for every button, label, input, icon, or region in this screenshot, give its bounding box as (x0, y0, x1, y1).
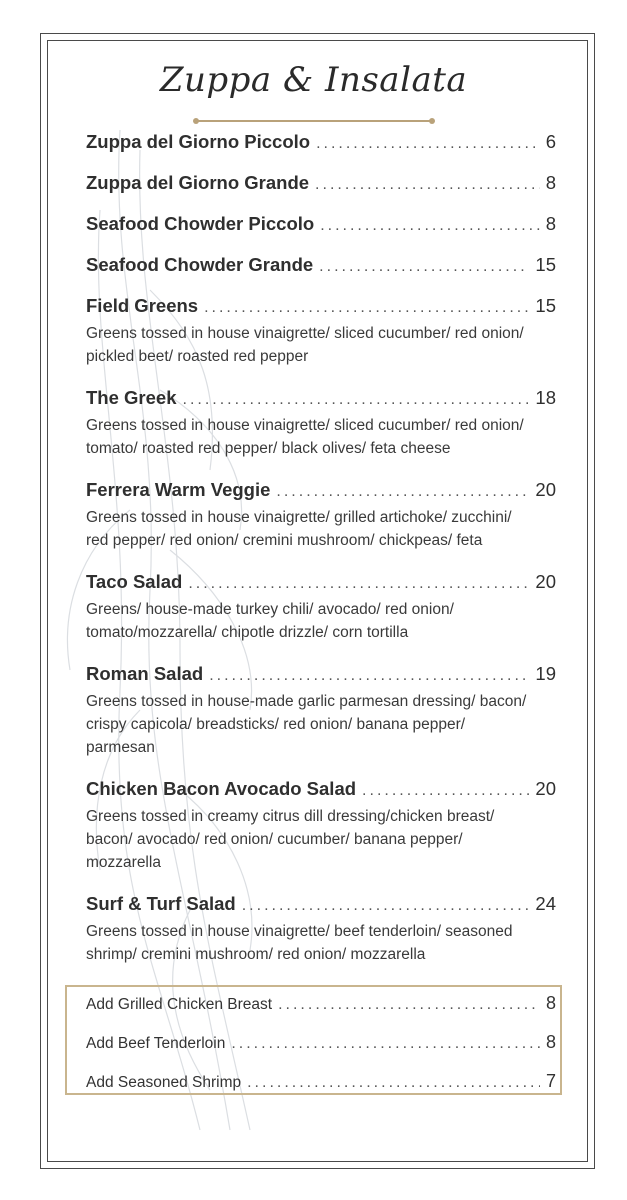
menu-item-price: 20 (535, 778, 556, 799)
menu-item-line (86, 660, 556, 690)
menu-item-price: 8 (545, 213, 556, 234)
menu-item (86, 384, 556, 460)
menu-item (86, 251, 556, 281)
menu-item-line (86, 775, 556, 805)
menu-item-name: Chicken Bacon Avocado Salad (86, 778, 357, 799)
menu-item-description: Greens/ house-made turkey chili/ avocado/ red onion/ tomato/mozzarella/ chipotle drizzle/ corn tortilla (86, 601, 454, 641)
addon-price: 8 (545, 1032, 556, 1052)
dot-leader (276, 478, 529, 506)
menu-item-price: 8 (545, 172, 556, 193)
menu-item-name: Zuppa del Giorno Piccolo (86, 131, 311, 152)
menu-item (86, 476, 556, 552)
menu-item-name: Zuppa del Giorno Grande (86, 172, 310, 193)
dot-leader (183, 386, 530, 414)
addon-name: Add Grilled Chicken Breast (86, 996, 273, 1013)
menu-item-description: Greens tossed in house vinaigrette/ grilled artichoke/ zucchini/ red pepper/ red onion/ cremini mushroom/ chickpeas/ feta (86, 509, 512, 549)
title-divider (196, 120, 432, 122)
menu-section-title: Zuppa & Insalata (159, 60, 468, 100)
menu-item-price: 18 (535, 387, 556, 408)
dot-leader (247, 1069, 540, 1097)
menu-item-description: Greens tossed in house vinaigrette/ sliced cucumber/ red onion/ tomato/ roasted red pepper/ black olives/ feta cheese (86, 417, 524, 457)
menu-item-description: Greens tossed in house vinaigrette/ sliced cucumber/ red onion/ pickled beet/ roasted red pepper (86, 325, 524, 365)
menu-item-line (86, 292, 556, 322)
dot-leader (319, 253, 529, 281)
dot-leader (242, 892, 530, 920)
menu-item-name: Seafood Chowder Piccolo (86, 213, 315, 234)
dot-leader (316, 130, 540, 158)
addon-item (86, 1028, 556, 1067)
menu-item-description: Greens tossed in house vinaigrette/ beef tenderloin/ seasoned shrimp/ cremini mushroom/ red onion/ mozzarella (86, 923, 513, 963)
menu-item-line (86, 210, 556, 240)
menu-item-price: 19 (535, 663, 556, 684)
menu-item-price: 15 (535, 295, 556, 316)
menu-item (86, 292, 556, 368)
menu-item-line (86, 568, 556, 598)
menu-item (86, 660, 556, 759)
menu-item (86, 890, 556, 966)
addon-name: Add Beef Tenderloin (86, 1035, 226, 1052)
menu-item-name: Field Greens (86, 295, 199, 316)
menu-item-name: Roman Salad (86, 663, 204, 684)
dot-leader (362, 777, 529, 805)
dot-leader (188, 570, 529, 598)
menu-item-line (86, 251, 556, 281)
menu-item-name: Ferrera Warm Veggie (86, 479, 271, 500)
menu-item-list (86, 128, 556, 982)
dot-leader (204, 294, 529, 322)
menu-item-price: 20 (535, 479, 556, 500)
dot-leader (278, 991, 540, 1019)
menu-item-line (86, 128, 556, 158)
menu-item (86, 169, 556, 199)
menu-item-description: Greens tossed in creamy citrus dill dressing/chicken breast/ bacon/ avocado/ red onion/ cucumber/ banana pepper/ mozzarella (86, 808, 495, 871)
menu-item-description: Greens tossed in house-made garlic parmesan dressing/ bacon/ crispy capicola/ breadsticks/ red onion/ banana pepper/ parmesan (86, 693, 527, 756)
menu-item-name: Seafood Chowder Grande (86, 254, 314, 275)
addon-item (86, 1067, 556, 1106)
menu-item-name: The Greek (86, 387, 177, 408)
dot-leader (315, 171, 540, 199)
menu-item-name: Taco Salad (86, 571, 183, 592)
menu-item-name: Surf & Turf Salad (86, 893, 236, 914)
addon-price: 8 (545, 993, 556, 1013)
menu-item (86, 210, 556, 240)
menu-item (86, 775, 556, 874)
addon-price: 7 (545, 1071, 556, 1091)
menu-item-price: 15 (535, 254, 556, 275)
dot-leader (209, 662, 529, 690)
addons-list (86, 989, 556, 1106)
menu-item-price: 24 (535, 893, 556, 914)
menu-item (86, 568, 556, 644)
menu-item-line (86, 384, 556, 414)
addon-name: Add Seasoned Shrimp (86, 1074, 242, 1091)
dot-leader (320, 212, 540, 240)
menu-item-line (86, 476, 556, 506)
menu-item-line (86, 169, 556, 199)
menu-item (86, 128, 556, 158)
menu-item-price: 6 (545, 131, 556, 152)
dot-leader (231, 1030, 540, 1058)
menu-item-price: 20 (535, 571, 556, 592)
menu-item-line (86, 890, 556, 920)
addon-item (86, 989, 556, 1028)
